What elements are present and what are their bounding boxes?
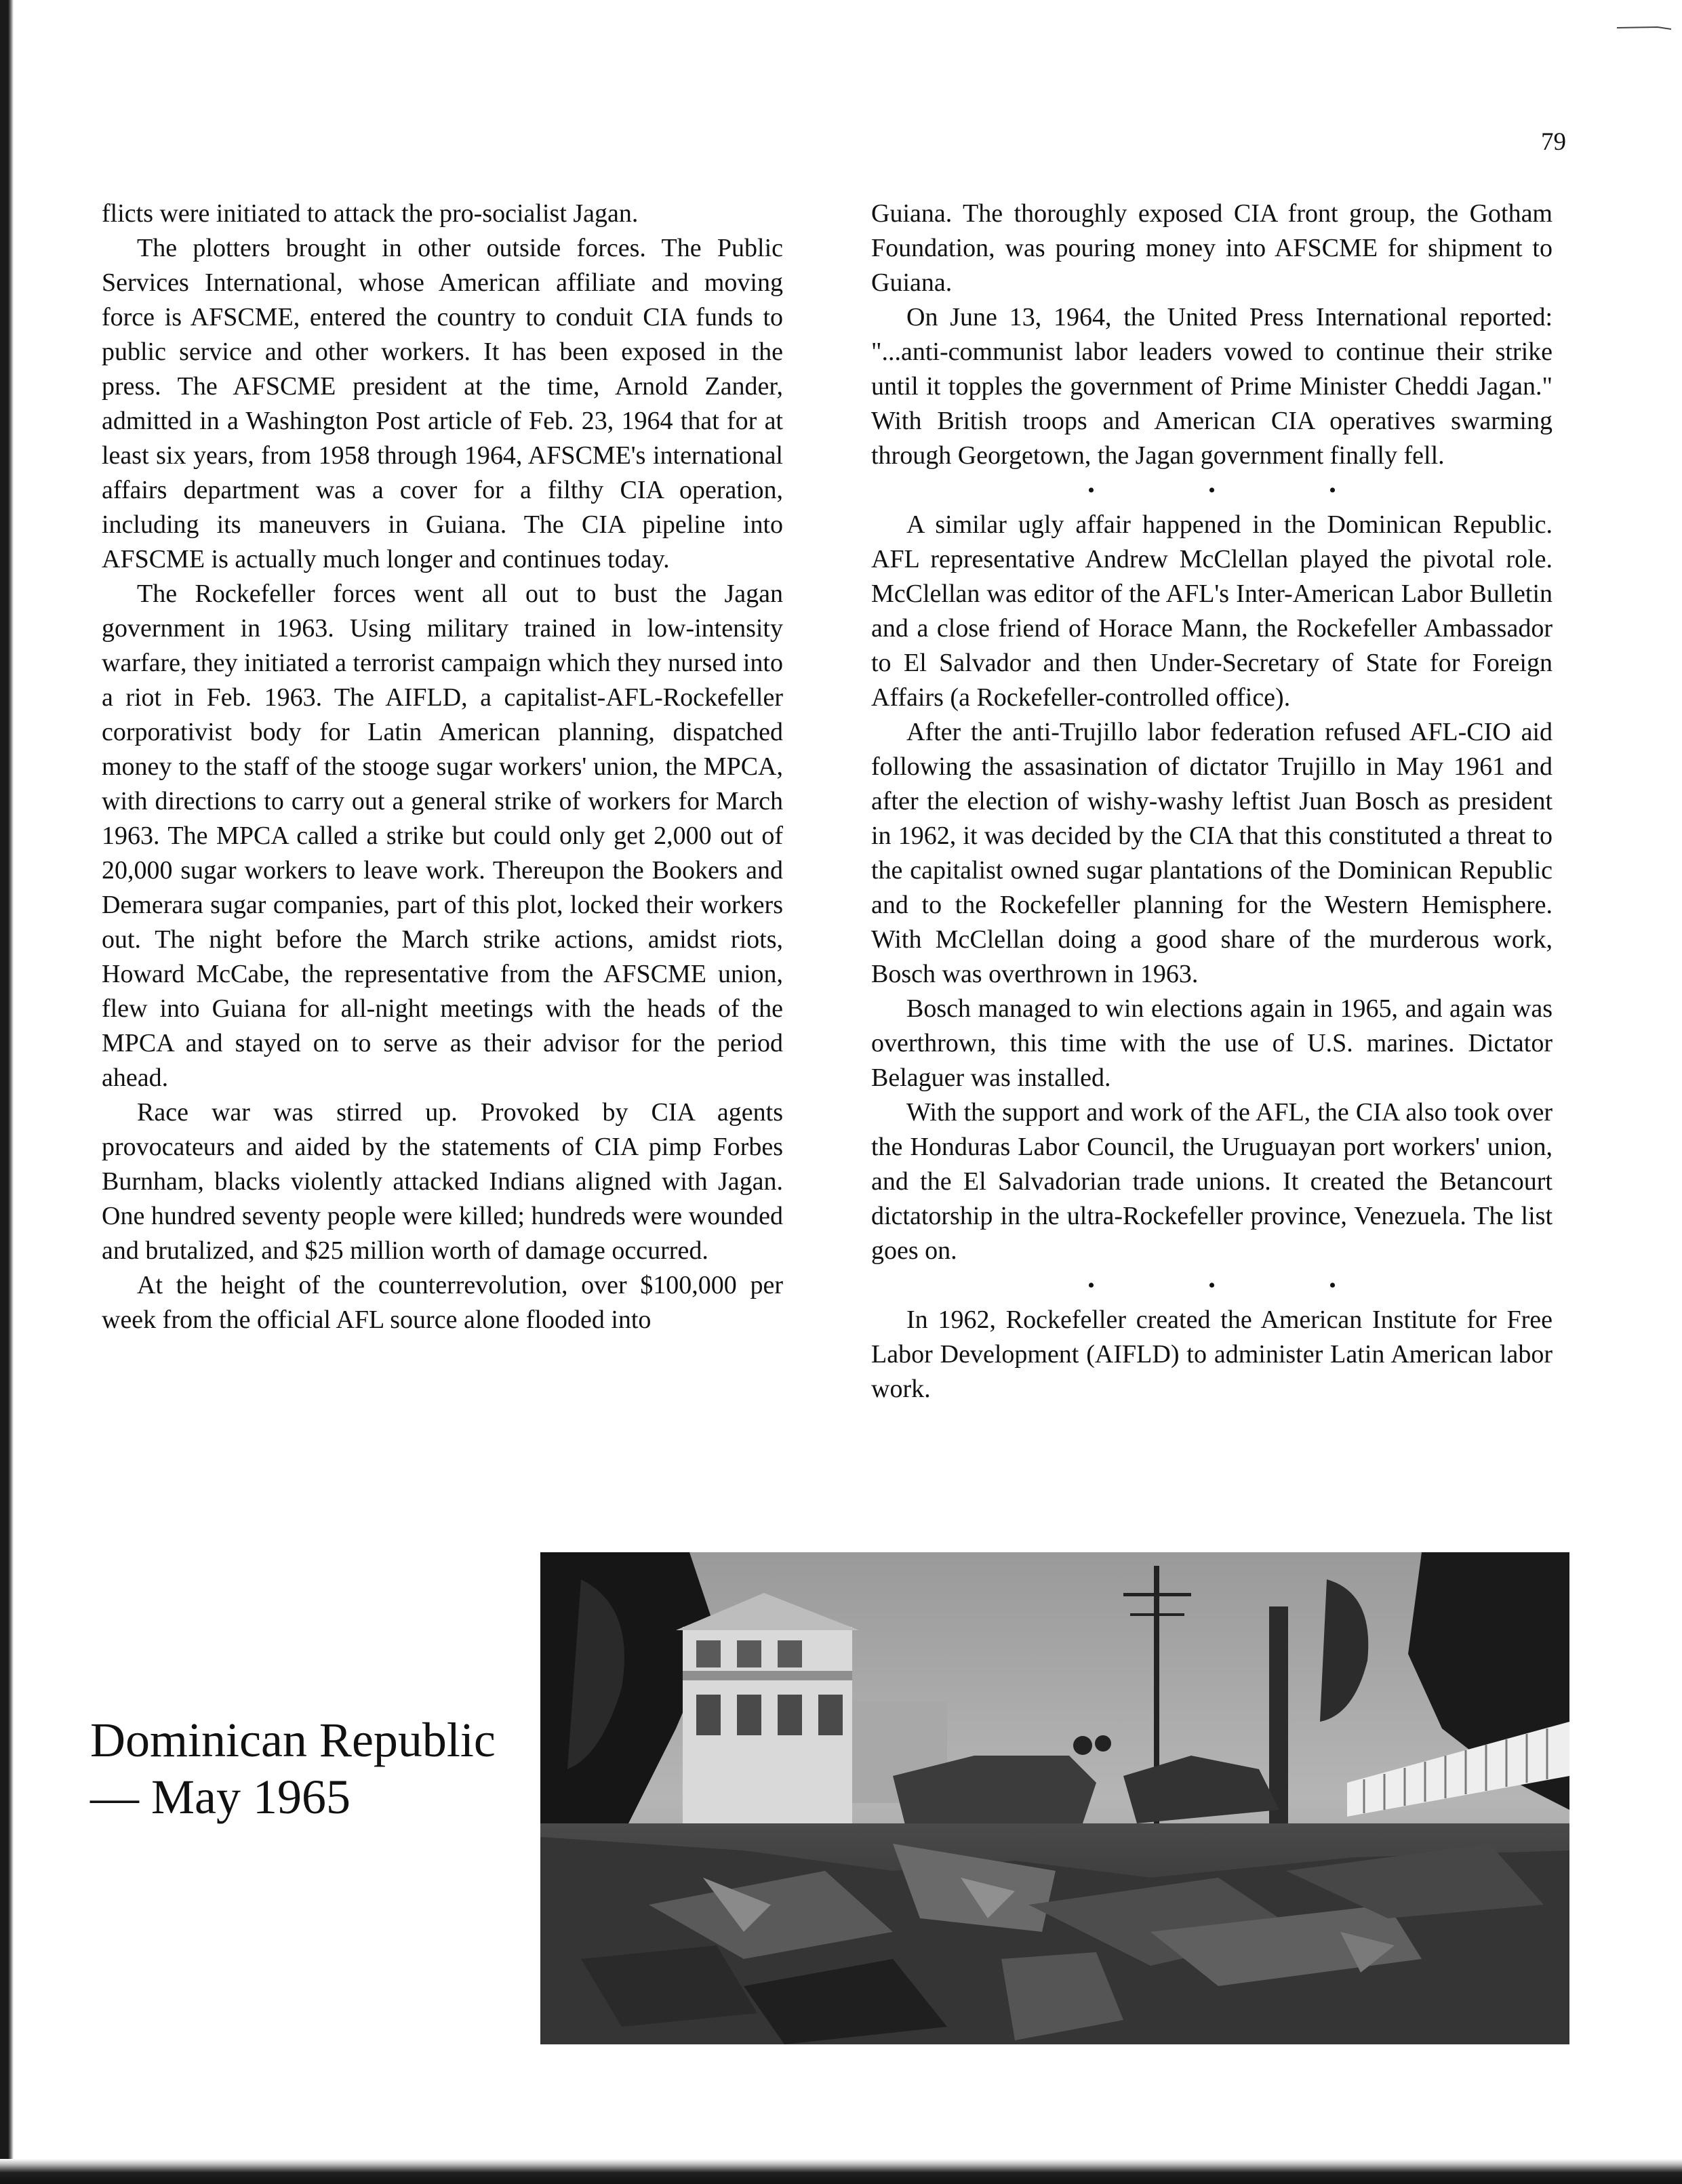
- right-column-paragraph: Bosch managed to win elections again in 1965, and again was overthrown, this time with the use of U.S. marines. Dictator Belaguer was installed.: [871, 994, 1553, 1092]
- corner-scratch-mark: [1617, 26, 1671, 30]
- right-column-paragraph: Guiana. The thoroughly exposed CIA front group, the Gotham Foundation, was pouring money into AFSCME for shipment to Guiana.: [871, 199, 1553, 297]
- left-column-paragraph: At the height of the counterrevolution, over $100,000 per week from the official AFL source alone flooded into: [102, 1271, 783, 1334]
- section-separator: • • •: [1087, 1274, 1390, 1297]
- page-binding-shadow: [0, 0, 14, 2184]
- left-column-paragraph: The Rockefeller forces went all out to bust the Jagan government in 1963. Using military trained in low-intensity warfare, they initiated a terrorist campaign which they nursed into a riot in Feb. 1963. The AIFLD, a capitalist-AFL-Rockefeller corporativist body for Latin American planning, dispatched money to the staff of the stooge sugar workers' union, the MPCA, with directions to carry out a general strike of workers for March 1963. The MPCA called a strike but could only get 2,000 out of 20,000 sugar workers to leave work. Thereupon the Bookers and Demerara sugar companies, part of this plot, locked their workers out. The night before the March strike actions, amidst riots, Howard McCabe, the representative from the AFSCME union, flew into Guiana for all-night meetings with the heads of the MPCA and stayed on to serve as their advisor for the period ahead.: [102, 580, 783, 1092]
- section-separator: • • •: [1087, 479, 1390, 502]
- right-column-paragraph: On June 13, 1964, the United Press International reported: "...anti-communist labor leaders vowed to continue their strike until it topples the government of Prime Minister Cheddi Jagan." With British troops and American CIA operatives swarming through Georgetown, the Jagan government finally fell.: [871, 303, 1553, 470]
- right-column-paragraph: With the support and work of the AFL, the CIA also took over the Honduras Labor Council, the Uruguayan port workers' union, and the El Salvadorian trade unions. It created the Betancourt dictatorship in the ultra-Rockefeller province, Venezuela. The list goes on.: [871, 1098, 1553, 1265]
- photo-caption: [90, 1712, 538, 1825]
- left-column-paragraph: flicts were initiated to attack the pro-socialist Jagan.: [102, 199, 639, 228]
- caption-line-1: Dominican Republic: [90, 1713, 496, 1767]
- page-bottom-edge-shadow: [0, 2159, 1682, 2184]
- left-column-paragraph: The plotters brought in other outside forces. The Public Services International, whose American affiliate and moving force is AFSCME, entered the country to conduit CIA funds to public service and other workers. It has been exposed in the press. The AFSCME president at the time, Arnold Zander, admitted in a Washington Post article of Feb. 23, 1964 that for at least six years, from 1958 through 1964, AFSCME's international affairs department was a cover for a filthy CIA operation, including its maneuvers in Guiana. The CIA pipeline into AFSCME is actually much longer and continues today.: [102, 234, 783, 573]
- right-column-paragraph: A similar ugly affair happened in the Dominican Republic. AFL representative Andrew McClellan played the pivotal role. McClellan was editor of the AFL's Inter-American Labor Bulletin and a close friend of Horace Mann, the Rockefeller Ambassador to El Salvador and then Under-Secretary of State for Foreign Affairs (a Rockefeller-controlled office).: [871, 510, 1553, 712]
- right-column: [871, 197, 1553, 1407]
- dominican-republic-photo: [540, 1552, 1569, 2044]
- right-column-paragraph: In 1962, Rockefeller created the American Institute for Free Labor Development (AIFLD) to administer Latin American labor work.: [871, 1306, 1553, 1403]
- street-rubble-image: [540, 1552, 1569, 2044]
- left-column: [102, 197, 783, 1337]
- page-number: 79: [1541, 128, 1566, 156]
- caption-line-2: — May 1965: [90, 1770, 351, 1824]
- right-column-paragraph: After the anti-Trujillo labor federation refused AFL-CIO aid following the assasination of dictator Trujillo in May 1961 and after the election of wishy-washy leftist Juan Bosch as president in 1962, it was decided by the CIA that this constituted a threat to the capitalist owned sugar plantations of the Dominican Republic and to the Rockefeller planning for the Western Hemisphere. With McClellan doing a good share of the murderous work, Bosch was overthrown in 1963.: [871, 718, 1553, 988]
- left-column-paragraph: Race war was stirred up. Provoked by CIA agents provocateurs and aided by the statements of CIA pimp Forbes Burnham, blacks violently attacked Indians aligned with Jagan. One hundred seventy people were killed; hundreds were wounded and brutalized, and $25 million worth of damage occurred.: [102, 1098, 783, 1265]
